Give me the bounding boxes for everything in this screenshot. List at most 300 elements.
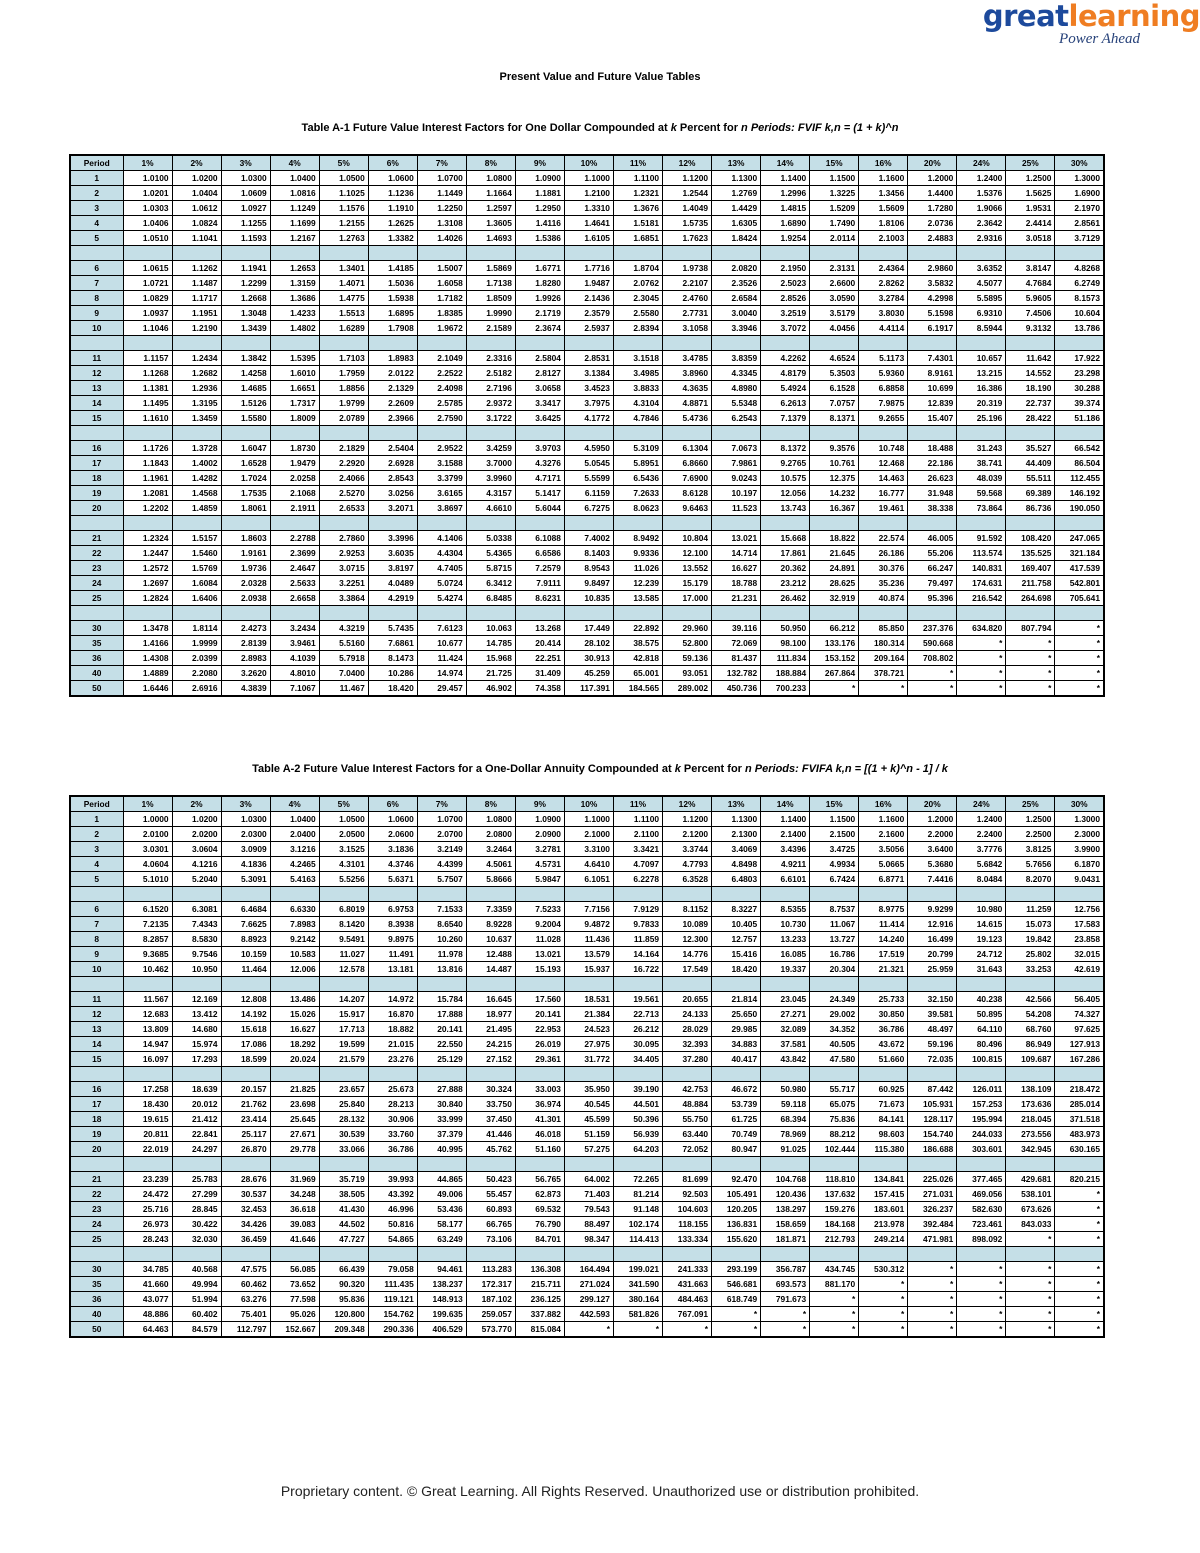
factor-cell: 6.2278 (613, 872, 662, 887)
factor-cell: 6.6101 (761, 872, 810, 887)
factor-cell: 44.409 (1006, 456, 1055, 471)
factor-cell: 3.0604 (172, 842, 221, 857)
rate-header: 9% (515, 796, 564, 812)
factor-cell: 3.4785 (663, 351, 712, 366)
factor-cell: 1.3459 (172, 411, 221, 426)
factor-cell: 429.681 (1006, 1172, 1055, 1187)
factor-cell: 5.6371 (368, 872, 417, 887)
factor-cell: 23.045 (761, 992, 810, 1007)
separator-cell (712, 1247, 761, 1262)
factor-cell: 187.102 (466, 1292, 515, 1307)
period-cell: 36 (70, 651, 123, 666)
factor-cell: * (1055, 666, 1104, 681)
factor-cell: 1.0900 (515, 812, 564, 827)
factor-cell: 450.736 (712, 681, 761, 697)
factor-cell: 12.839 (908, 396, 957, 411)
factor-cell: 2.3526 (712, 276, 761, 291)
factor-cell: 17.583 (1055, 917, 1104, 932)
factor-cell: 88.212 (810, 1127, 859, 1142)
rate-header: 8% (466, 155, 515, 171)
factor-cell: 7.4002 (564, 531, 613, 546)
factor-cell: 15.968 (466, 651, 515, 666)
factor-cell: 392.484 (908, 1217, 957, 1232)
factor-cell: 1.2434 (172, 351, 221, 366)
factor-cell: * (1055, 1232, 1104, 1247)
factor-cell: 16.786 (810, 947, 859, 962)
separator-cell (908, 606, 957, 621)
factor-cell: 32.919 (810, 591, 859, 606)
factor-cell: 2.3131 (810, 261, 859, 276)
factor-cell: 4.0604 (123, 857, 172, 872)
factor-cell: 1.6446 (123, 681, 172, 697)
factor-cell: * (1055, 1307, 1104, 1322)
factor-cell: 4.7793 (663, 857, 712, 872)
factor-cell: 807.794 (1006, 621, 1055, 636)
factor-cell: 6.6586 (515, 546, 564, 561)
factor-cell: 135.525 (1006, 546, 1055, 561)
table-row (70, 591, 1104, 606)
table-row (70, 681, 1104, 697)
separator-cell (417, 336, 466, 351)
factor-cell: 154.740 (908, 1127, 957, 1142)
factor-cell: 3.8197 (368, 561, 417, 576)
factor-cell: 15.416 (712, 947, 761, 962)
factor-cell: 1.2500 (1006, 812, 1055, 827)
separator-cell (1006, 887, 1055, 902)
separator-cell (368, 516, 417, 531)
table-row (70, 857, 1104, 872)
factor-cell: 1.7138 (466, 276, 515, 291)
factor-cell: 1.1951 (172, 306, 221, 321)
factor-cell: * (859, 1322, 908, 1338)
factor-cell: 13.215 (957, 366, 1006, 381)
factor-cell: 4.8980 (712, 381, 761, 396)
factor-cell: 1.6084 (172, 576, 221, 591)
factor-cell: 1.0600 (368, 171, 417, 186)
separator-cell (908, 1157, 957, 1172)
factor-cell: 98.347 (564, 1232, 613, 1247)
factor-cell: 8.1473 (368, 651, 417, 666)
factor-cell: 1.9926 (515, 291, 564, 306)
factor-cell: * (810, 681, 859, 697)
factor-cell: 1.2936 (172, 381, 221, 396)
factor-cell: 47.580 (810, 1052, 859, 1067)
separator-cell (859, 426, 908, 441)
separator-cell (957, 1067, 1006, 1082)
factor-cell: 2.3316 (466, 351, 515, 366)
factor-cell: 2.3966 (368, 411, 417, 426)
separator-cell (859, 516, 908, 531)
factor-cell: 1.2682 (172, 366, 221, 381)
factor-cell: 881.170 (810, 1277, 859, 1292)
factor-cell: 86.949 (1006, 1037, 1055, 1052)
factor-cell: 112.455 (1055, 471, 1104, 486)
factor-cell: 1.5609 (859, 201, 908, 216)
factor-cell: 1.1500 (810, 171, 859, 186)
factor-cell: 21.645 (810, 546, 859, 561)
factor-cell: 14.680 (172, 1022, 221, 1037)
separator-cell (761, 426, 810, 441)
factor-cell: 7.6625 (221, 917, 270, 932)
table-row (70, 1202, 1104, 1217)
separator-cell (1055, 1067, 1104, 1082)
rate-header: 20% (908, 796, 957, 812)
factor-cell: * (810, 1322, 859, 1338)
factor-cell: 112.797 (221, 1322, 270, 1338)
factor-cell: 9.3685 (123, 947, 172, 962)
factor-cell: 60.462 (221, 1277, 270, 1292)
factor-cell: 77.598 (270, 1292, 319, 1307)
factor-cell: 102.444 (810, 1142, 859, 1157)
factor-cell: * (1055, 1322, 1104, 1338)
factor-cell: 1.5625 (1006, 186, 1055, 201)
separator-cell (1055, 426, 1104, 441)
factor-cell: 40.238 (957, 992, 1006, 1007)
factor-cell: 40.545 (564, 1097, 613, 1112)
factor-cell: 66.439 (319, 1262, 368, 1277)
period-cell: 18 (70, 471, 123, 486)
logo-word-great: great (982, 0, 1069, 33)
table-row (70, 1082, 1104, 1097)
period-cell: 9 (70, 947, 123, 962)
table-row (70, 827, 1104, 842)
factor-cell: 15.179 (663, 576, 712, 591)
factor-cell: 132.782 (712, 666, 761, 681)
factor-cell: 25.959 (908, 962, 957, 977)
factor-cell: 13.727 (810, 932, 859, 947)
factor-cell: 128.117 (908, 1112, 957, 1127)
rate-header: 2% (172, 796, 221, 812)
factor-cell: * (908, 1307, 957, 1322)
factor-cell: 271.031 (908, 1187, 957, 1202)
factor-cell: 69.532 (515, 1202, 564, 1217)
factor-cell: 9.4872 (564, 917, 613, 932)
factor-cell: 30.840 (417, 1097, 466, 1112)
factor-cell: 249.214 (859, 1232, 908, 1247)
factor-cell: 19.461 (859, 501, 908, 516)
table-row (70, 992, 1104, 1007)
factor-cell: 21.015 (368, 1037, 417, 1052)
factor-cell: 74.327 (1055, 1007, 1104, 1022)
factor-cell: 17.258 (123, 1082, 172, 1097)
caption-k: k (674, 763, 681, 775)
separator-cell (957, 246, 1006, 261)
factor-cell: 1.3728 (172, 441, 221, 456)
factor-cell: 15.193 (515, 962, 564, 977)
factor-cell: 11.414 (859, 917, 908, 932)
period-cell: 22 (70, 1187, 123, 1202)
factor-cell: 12.756 (1055, 902, 1104, 917)
rate-header: 4% (270, 155, 319, 171)
factor-cell: 4.3157 (466, 486, 515, 501)
factor-cell: 1.0700 (417, 171, 466, 186)
factor-cell: 8.1420 (319, 917, 368, 932)
factor-cell: 3.3946 (712, 321, 761, 336)
factor-cell: 2.4273 (221, 621, 270, 636)
factor-cell: 6.2613 (761, 396, 810, 411)
factor-cell: 2.5785 (417, 396, 466, 411)
factor-cell: 4.8871 (663, 396, 712, 411)
factor-cell: 1.0816 (270, 186, 319, 201)
factor-cell: 1.4693 (466, 231, 515, 246)
factor-cell: 115.380 (859, 1142, 908, 1157)
caption-n: n (741, 122, 748, 134)
separator-cell (810, 606, 859, 621)
factor-cell: 32.030 (172, 1232, 221, 1247)
factor-cell: 7.6123 (417, 621, 466, 636)
rate-header: 30% (1055, 796, 1104, 812)
factor-cell: 4.4304 (417, 546, 466, 561)
factor-cell: 1.2299 (221, 276, 270, 291)
factor-cell: 59.136 (663, 651, 712, 666)
factor-cell: 21.825 (270, 1082, 319, 1097)
factor-cell: 29.778 (270, 1142, 319, 1157)
factor-cell: 14.487 (466, 962, 515, 977)
separator-cell (1055, 1157, 1104, 1172)
factor-cell: 30.422 (172, 1217, 221, 1232)
table-row (70, 962, 1104, 977)
factor-cell: 1.4775 (319, 291, 368, 306)
factor-cell: 25.129 (417, 1052, 466, 1067)
separator-cell (368, 426, 417, 441)
separator-cell (1006, 246, 1055, 261)
factor-cell: 20.141 (515, 1007, 564, 1022)
factor-cell: 2.4760 (663, 291, 712, 306)
factor-cell: 44.501 (613, 1097, 662, 1112)
factor-cell: * (1006, 1262, 1055, 1277)
table-row (70, 1232, 1104, 1247)
factor-cell: 32.015 (1055, 947, 1104, 962)
factor-cell: 3.3744 (663, 842, 712, 857)
separator-cell (712, 1157, 761, 1172)
factor-cell: 10.835 (564, 591, 613, 606)
table-row (70, 306, 1104, 321)
factor-cell: * (908, 1292, 957, 1307)
separator-cell (319, 606, 368, 621)
factor-cell: 273.556 (1006, 1127, 1055, 1142)
period-cell: 24 (70, 576, 123, 591)
factor-cell: 1.3456 (859, 186, 908, 201)
factor-cell: 18.420 (712, 962, 761, 977)
factor-cell: * (810, 1307, 859, 1322)
factor-cell: 5.8715 (466, 561, 515, 576)
factor-cell: 2.6916 (172, 681, 221, 697)
factor-cell: 1.4258 (221, 366, 270, 381)
separator-cell (466, 1157, 515, 1172)
factor-cell: 22.186 (908, 456, 957, 471)
factor-cell: 5.9847 (515, 872, 564, 887)
factor-cell: 28.029 (663, 1022, 712, 1037)
factor-cell: 1.1400 (761, 171, 810, 186)
factor-cell: 1.6890 (761, 216, 810, 231)
factor-cell: 97.625 (1055, 1022, 1104, 1037)
factor-cell: 30.913 (564, 651, 613, 666)
factor-cell: 5.5599 (564, 471, 613, 486)
factor-cell: 1.4282 (172, 471, 221, 486)
factor-cell: 1.1100 (613, 812, 662, 827)
factor-cell: 18.788 (712, 576, 761, 591)
factor-cell: 37.280 (663, 1052, 712, 1067)
factor-cell: 8.2857 (123, 932, 172, 947)
rate-header: 30% (1055, 155, 1104, 171)
factor-cell: 3.1722 (466, 411, 515, 426)
factor-cell: 55.717 (810, 1082, 859, 1097)
factor-cell: 1.9736 (221, 561, 270, 576)
factor-cell: 1.1961 (123, 471, 172, 486)
factor-cell: 50.895 (957, 1007, 1006, 1022)
factor-cell: 2.5182 (466, 366, 515, 381)
factor-cell: 6.8019 (319, 902, 368, 917)
factor-cell: 16.645 (466, 992, 515, 1007)
factor-cell: 1.1025 (319, 186, 368, 201)
factor-cell: 57.275 (564, 1142, 613, 1157)
factor-cell: 2.5804 (515, 351, 564, 366)
factor-cell: 72.052 (663, 1142, 712, 1157)
separator-cell (957, 516, 1006, 531)
factor-cell: 4.5950 (564, 441, 613, 456)
factor-cell: 41.446 (466, 1127, 515, 1142)
factor-cell: 3.9960 (466, 471, 515, 486)
factor-cell: 3.2464 (466, 842, 515, 857)
period-cell: 9 (70, 306, 123, 321)
factor-cell: 380.164 (613, 1292, 662, 1307)
factor-cell: 1.2572 (123, 561, 172, 576)
factor-cell: 4.2998 (908, 291, 957, 306)
factor-cell: 21.762 (221, 1097, 270, 1112)
factor-cell: 6.2749 (1055, 276, 1104, 291)
factor-cell: 8.9543 (564, 561, 613, 576)
rate-header: 24% (957, 796, 1006, 812)
factor-cell: 2.2609 (368, 396, 417, 411)
factor-cell: 23.858 (1055, 932, 1104, 947)
factor-cell: 140.831 (957, 561, 1006, 576)
separator-cell (515, 336, 564, 351)
separator-cell (761, 336, 810, 351)
factor-cell: 59.118 (761, 1097, 810, 1112)
table-row (70, 842, 1104, 857)
factor-cell: 211.758 (1006, 576, 1055, 591)
factor-cell: 24.349 (810, 992, 859, 1007)
group-separator-row (70, 1157, 1104, 1172)
factor-cell: 3.1525 (319, 842, 368, 857)
separator-cell (564, 977, 613, 992)
separator-cell (70, 516, 123, 531)
factor-cell: 1.5580 (221, 411, 270, 426)
factor-cell: 708.802 (908, 651, 957, 666)
factor-cell: 3.4523 (564, 381, 613, 396)
factor-cell: 4.2262 (761, 351, 810, 366)
factor-cell: 1.7535 (221, 486, 270, 501)
factor-cell: 2.1600 (859, 827, 908, 842)
factor-cell: 84.701 (515, 1232, 564, 1247)
factor-cell: * (859, 1292, 908, 1307)
factor-cell: 66.765 (466, 1217, 515, 1232)
factor-cell: 20.012 (172, 1097, 221, 1112)
factor-cell: 9.2655 (859, 411, 908, 426)
factor-cell: 16.627 (270, 1022, 319, 1037)
factor-cell: 2.0122 (368, 366, 417, 381)
factor-cell: 19.123 (957, 932, 1006, 947)
table-row (70, 636, 1104, 651)
period-cell: 8 (70, 932, 123, 947)
factor-cell: 15.784 (417, 992, 466, 1007)
factor-cell: 45.599 (564, 1112, 613, 1127)
factor-cell: 1.1200 (663, 171, 712, 186)
separator-cell (417, 1157, 466, 1172)
factor-cell: 8.6231 (515, 591, 564, 606)
factor-cell: 7.1533 (417, 902, 466, 917)
factor-cell: 21.384 (564, 1007, 613, 1022)
factor-cell: 1.9799 (319, 396, 368, 411)
factor-cell: 6.3528 (663, 872, 712, 887)
factor-cell: 23.298 (1055, 366, 1104, 381)
factor-cell: 1.3686 (270, 291, 319, 306)
factor-cell: 1.4400 (908, 186, 957, 201)
factor-cell: * (957, 1292, 1006, 1307)
period-cell: 21 (70, 531, 123, 546)
factor-cell: 15.618 (221, 1022, 270, 1037)
separator-cell (515, 606, 564, 621)
factor-cell: 5.0338 (466, 531, 515, 546)
factor-cell: 120.205 (712, 1202, 761, 1217)
factor-cell: 3.8030 (859, 306, 908, 321)
rate-header: 20% (908, 155, 957, 171)
factor-cell: 47.575 (221, 1262, 270, 1277)
factor-cell: 8.0623 (613, 501, 662, 516)
factor-cell: 40.417 (712, 1052, 761, 1067)
factor-cell: 25.802 (1006, 947, 1055, 962)
factor-cell: 5.5160 (319, 636, 368, 651)
factor-cell: 11.523 (712, 501, 761, 516)
factor-cell: 39.190 (613, 1082, 662, 1097)
factor-cell: 1.0937 (123, 306, 172, 321)
table-row (70, 171, 1104, 186)
factor-cell: 2.0736 (908, 216, 957, 231)
factor-cell: 84.579 (172, 1322, 221, 1338)
factor-cell: 3.5056 (859, 842, 908, 857)
factor-cell: 11.028 (515, 932, 564, 947)
factor-cell: 91.148 (613, 1202, 662, 1217)
period-cell: 22 (70, 546, 123, 561)
factor-cell: 2.0938 (221, 591, 270, 606)
factor-cell: 5.2040 (172, 872, 221, 887)
table-row (70, 902, 1104, 917)
factor-cell: 1.4641 (564, 216, 613, 231)
factor-cell: 17.560 (515, 992, 564, 1007)
separator-cell (810, 887, 859, 902)
factor-cell: * (1055, 681, 1104, 697)
factor-cell: 39.581 (908, 1007, 957, 1022)
period-cell: 3 (70, 201, 123, 216)
factor-cell: 40.505 (810, 1037, 859, 1052)
separator-cell (368, 1157, 417, 1172)
factor-cell: 20.024 (270, 1052, 319, 1067)
factor-cell: 4.5061 (466, 857, 515, 872)
factor-cell: 29.457 (417, 681, 466, 697)
factor-cell: 341.590 (613, 1277, 662, 1292)
factor-cell: 36.459 (221, 1232, 270, 1247)
factor-cell: 65.001 (613, 666, 662, 681)
factor-cell: 1.9487 (564, 276, 613, 291)
rate-header: 13% (712, 796, 761, 812)
factor-cell: 20.362 (761, 561, 810, 576)
factor-cell: 1.8856 (319, 381, 368, 396)
factor-cell: 1.0510 (123, 231, 172, 246)
factor-cell: 40.874 (859, 591, 908, 606)
separator-cell (663, 606, 712, 621)
rate-header: 4% (270, 796, 319, 812)
factor-cell: 14.232 (810, 486, 859, 501)
